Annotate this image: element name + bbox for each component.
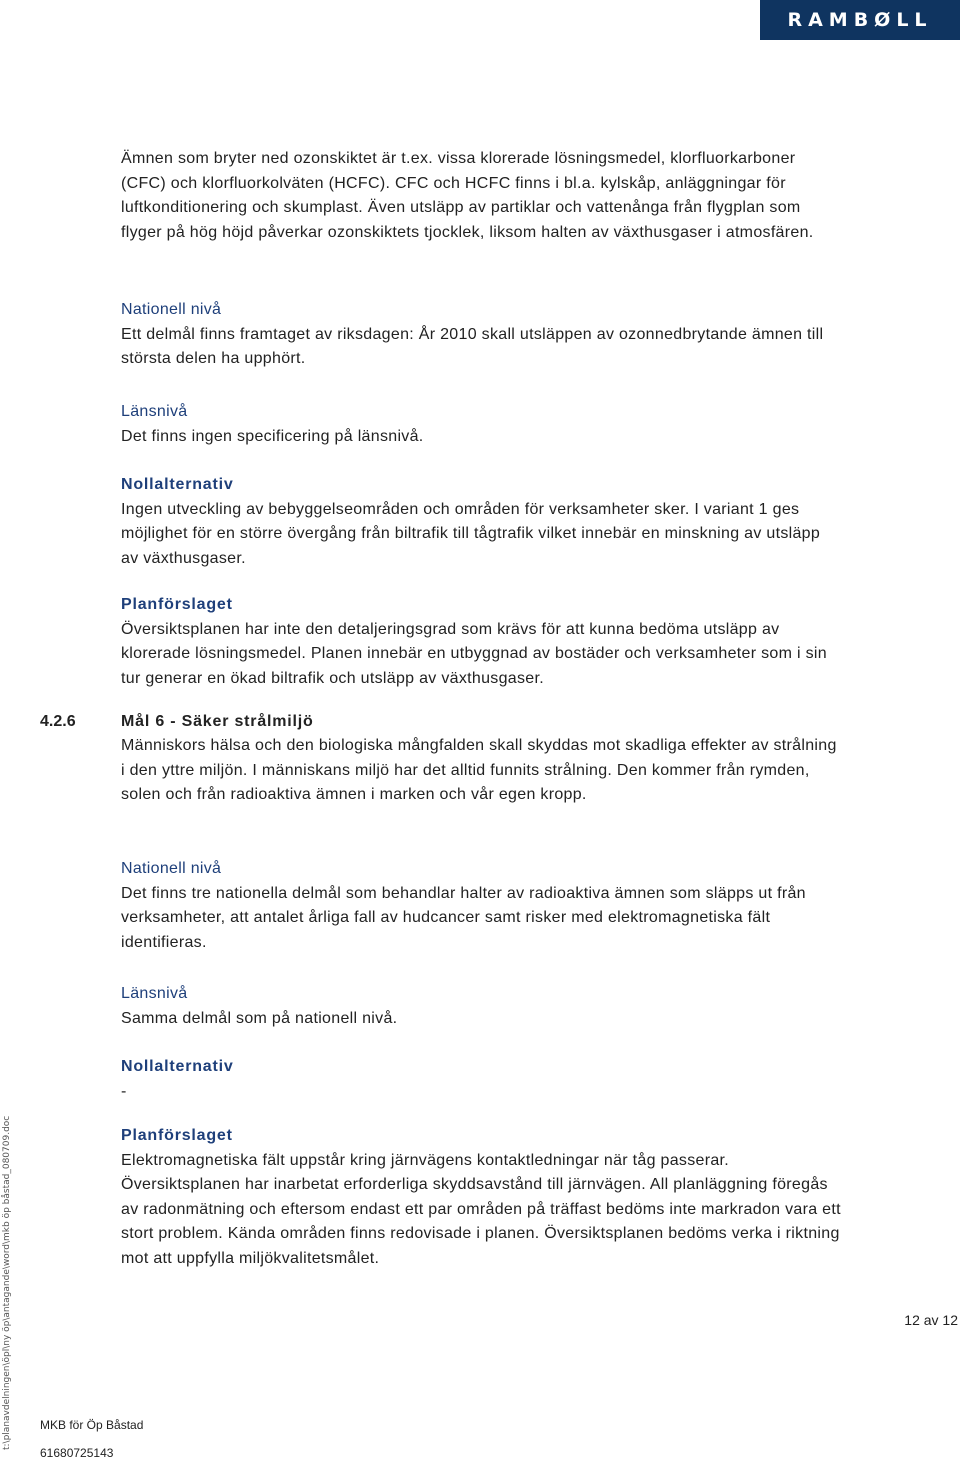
section-title: Mål 6 - Säker strålmiljö	[121, 713, 314, 730]
section-number: 4.2.6	[40, 713, 76, 730]
plan-heading-2: Planförslaget	[121, 1127, 233, 1144]
plan-section-2	[121, 1124, 841, 1271]
noll-section-1	[121, 473, 841, 571]
nationell-heading-2: Nationell nivå	[121, 860, 222, 877]
footer-doc-title: MKB för Öp Båstad	[40, 1418, 144, 1432]
lans-section-1	[121, 400, 841, 449]
noll-section-2	[121, 1055, 841, 1104]
lans-text-1: Det finns ingen specificering på länsnivå.	[121, 427, 424, 445]
section-intro-block	[121, 734, 841, 808]
noll-heading-2: Nollalternativ	[121, 1058, 234, 1075]
intro-paragraph-block	[121, 147, 841, 245]
nationell-section-2	[121, 857, 841, 955]
plan-section-1	[121, 593, 841, 691]
noll-text-2: -	[121, 1082, 127, 1100]
page-number: 12 av 12	[904, 1312, 958, 1328]
file-path: t:\planavdelningen\öpl\ny öp\antagande\word\mkb öp båstad_080709.doc	[2, 1115, 12, 1450]
ramboll-logo: RAMBØLL	[760, 0, 960, 40]
nationell-text-2: Det finns tre nationella delmål som behandlar halter av radioaktiva ämnen som släpps ut från verksamheter, att antalet årliga fall av hudcancer samt risker med elektromagnetiska fält identifieras.	[121, 884, 806, 951]
lans-heading-1: Länsnivå	[121, 403, 188, 420]
plan-text-1: Översiktsplanen har inte den detaljeringsgrad som krävs för att kunna bedöma utsläpp av klorerade lösningsmedel. Planen innebär en utbyggnad av bostäder och verksamheter som i sin tur generar en ökad biltrafik och utsläpp av växthusgaser.	[121, 620, 827, 687]
plan-heading-1: Planförslaget	[121, 596, 233, 613]
plan-text-2: Elektromagnetiska fält uppstår kring järnvägens kontaktledningar när tåg passerar. Översiktsplanen har inarbetat erforderliga skyddsavstånd till järnvägen. All planläggning föregås av radonmätning och eftersom endast ett par områden på träffast bedöms inte markradon vara ett stort problem. Kända områden finns redovisade i planen. Översiktsplanen bedöms verka i riktning mot att uppfylla miljökvalitetsmålet.	[121, 1151, 841, 1267]
lans-text-2: Samma delmål som på nationell nivå.	[121, 1009, 398, 1027]
nationell-text-1: Ett delmål finns framtaget av riksdagen: År 2010 skall utsläppen av ozonnedbrytande ämnen till största delen ha upphört.	[121, 325, 824, 367]
ozone-paragraph: Ämnen som bryter ned ozonskiktet är t.ex. vissa klorerade lösningsmedel, klorfluorkarboner (CFC) och klorfluorkolväten (HCFC). CFC och HCFC finns i bl.a. kylskåp, anläggningar för luftkonditionering och skumplast. Även utsläpp av partiklar och vattenånga från flygplan som flyger på hög höjd påverkar ozonskiktets tjocklek, liksom halten av växthusgaser i atmosfären.	[121, 150, 814, 241]
noll-heading-1: Nollalternativ	[121, 476, 234, 493]
footer-doc-code: 61680725143	[40, 1446, 114, 1460]
nationell-heading-1: Nationell nivå	[121, 301, 222, 318]
section-intro: Människors hälsa och den biologiska mångfalden skall skyddas mot skadliga effekter av strålning i den yttre miljön. I människans miljö har det alltid funnits strålning. Den kommer från rymden, solen och från radioaktiva ämnen i marken och vår egen kropp.	[121, 737, 837, 803]
noll-text-1: Ingen utveckling av bebyggelseområden och områden för verksamheter sker. I variant 1 ges möjlighet för en större övergång från biltrafik till tågtrafik vilket innebär en minskning av utsläpp av växthusgaser.	[121, 500, 821, 567]
lans-section-2	[121, 982, 841, 1031]
nationell-section-1	[121, 298, 841, 372]
lans-heading-2: Länsnivå	[121, 985, 188, 1002]
